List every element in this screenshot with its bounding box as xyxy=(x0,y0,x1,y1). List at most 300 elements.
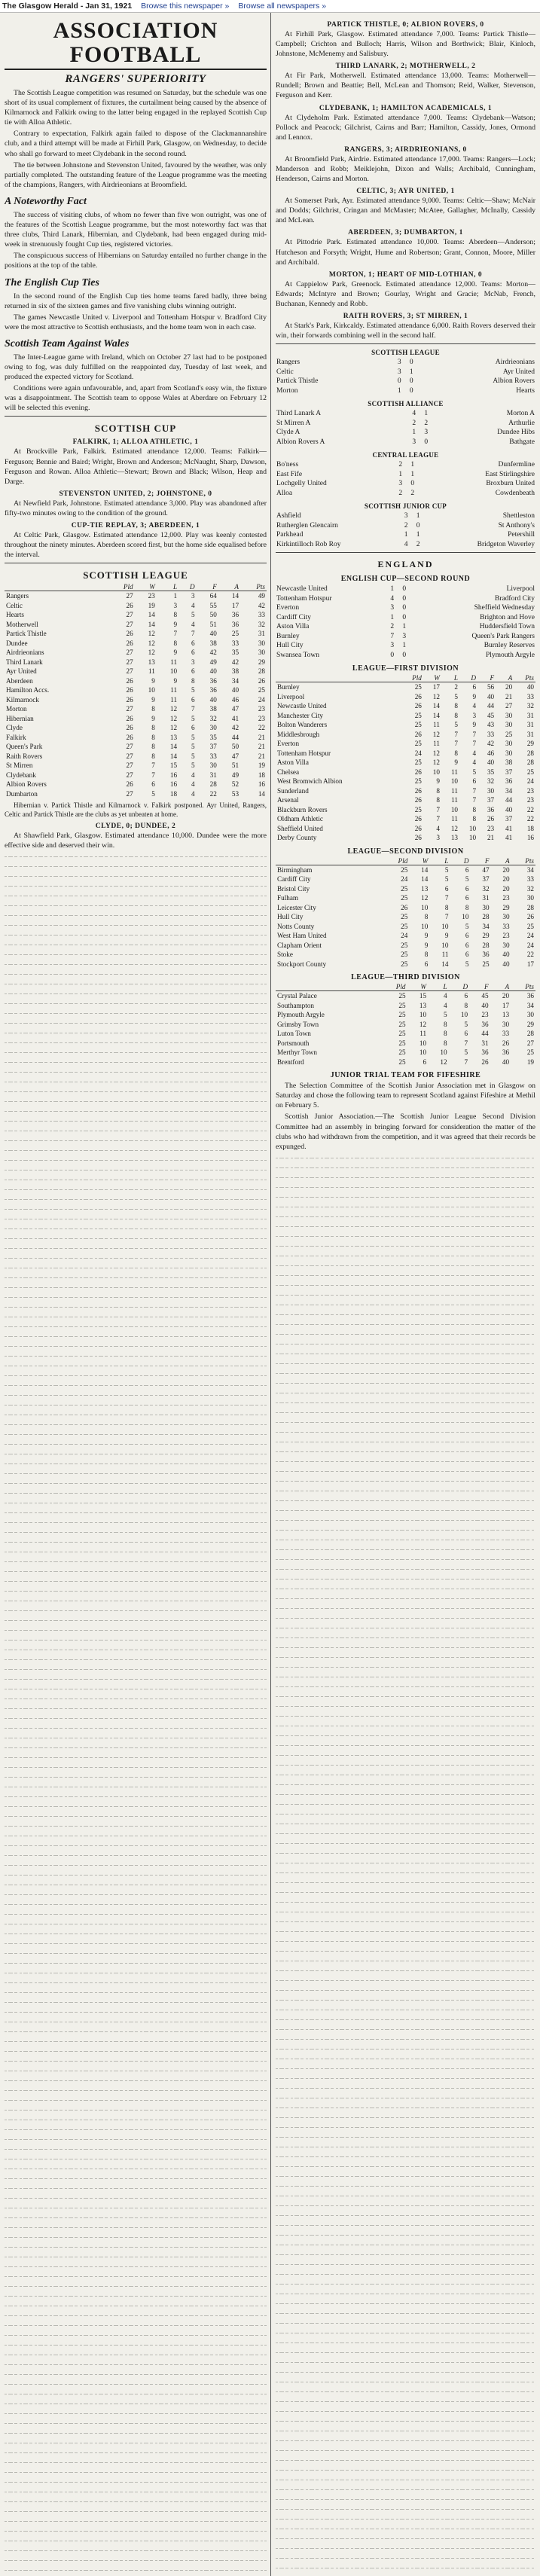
team-name: Brentford xyxy=(277,1058,304,1066)
newsprint-lines xyxy=(276,1829,535,1839)
stat-cell: 24 xyxy=(401,875,408,884)
newsprint-lines xyxy=(276,1574,535,1584)
paragraph: The games Newcastle United v. Liverpool and Tottenham Hotspur v. Bradford City were the most attractive to Scottish enthusiasts, and the home team won in each case. xyxy=(5,313,267,331)
newsprint-lines xyxy=(276,2025,535,2034)
stat-cell: 33 xyxy=(231,639,239,647)
home-team: Swansea Town xyxy=(276,651,319,659)
cup-matches xyxy=(5,438,267,560)
away-team: Airdrieonians xyxy=(495,359,535,367)
table-row xyxy=(276,805,535,815)
team-name: Plymouth Argyle xyxy=(277,1011,325,1019)
stat-cell: 46 xyxy=(231,695,239,704)
stat-cell: 40 xyxy=(209,630,217,638)
team-name: Chelsea xyxy=(277,768,300,776)
newsprint-lines xyxy=(276,2338,535,2348)
stat-cell: 26 xyxy=(487,815,495,823)
away-team: Arthurlie xyxy=(508,419,535,427)
team-name: Burnley xyxy=(277,683,300,691)
newsprint-lines xyxy=(276,1907,535,1917)
newsprint-lines xyxy=(276,2318,535,2328)
home-score: 3 xyxy=(397,359,401,367)
match-report: At Somerset Park, Ayr. Estimated attendance 9,000. Teams: Celtic—Shaw; McNair and Dodds; Gilchrist, Cringan and McMaster; McAtee, Gallagher, McInally, Cassidy and McLean. xyxy=(276,197,535,225)
newsprint-lines xyxy=(5,1625,267,1635)
away-team: Bathgate xyxy=(509,438,535,446)
stat-cell: 6 xyxy=(191,667,195,676)
stat-cell: 10 xyxy=(169,667,178,676)
away-score: 3 xyxy=(402,632,407,640)
newsprint-lines xyxy=(276,1241,535,1251)
newsprint-lines xyxy=(5,1058,267,1067)
newsprint-lines xyxy=(5,2213,267,2223)
stat-cell: 47 xyxy=(231,705,239,713)
stat-cell: 6 xyxy=(472,683,477,691)
away-score: 1 xyxy=(409,368,413,376)
stat-cell: 30 xyxy=(526,894,534,902)
table-row xyxy=(5,658,267,667)
newsprint-lines xyxy=(5,2497,267,2507)
third-division-heading: LEAGUE—THIRD DIVISION xyxy=(351,973,460,982)
home-score: 2 xyxy=(404,521,408,530)
stat-cell: 31 xyxy=(258,630,265,638)
right-column xyxy=(276,17,535,2572)
newsprint-lines xyxy=(276,2563,535,2572)
home-team: Cardiff City xyxy=(276,613,312,621)
stat-cell: 6 xyxy=(472,777,477,786)
newsprint-lines xyxy=(5,2507,267,2516)
stat-cell: 33 xyxy=(502,1030,510,1038)
team-name: Bolton Wanderers xyxy=(277,721,328,729)
stat-cell: 10 xyxy=(462,913,469,921)
stat-cell: 10 xyxy=(421,922,429,930)
stat-cell: 42 xyxy=(231,658,239,666)
stat-cell: 10 xyxy=(450,777,458,786)
section-heading: RANGERS' SUPERIORITY xyxy=(65,73,206,85)
newsprint-lines xyxy=(276,2455,535,2465)
table-row xyxy=(276,786,535,796)
stat-cell: 25 xyxy=(231,630,239,638)
stat-cell: 26 xyxy=(414,768,422,776)
stat-cell: 8 xyxy=(436,796,440,804)
stat-cell: 25 xyxy=(482,960,490,968)
stat-cell: 10 xyxy=(421,903,429,911)
newsprint-lines xyxy=(276,2553,535,2563)
newsprint-lines xyxy=(276,1349,535,1359)
newsprint-lines xyxy=(5,1978,267,1988)
scottish-cup-heading: SCOTTISH CUP xyxy=(94,423,177,435)
team-name: Blackburn Rovers xyxy=(277,805,328,813)
newsprint-lines xyxy=(5,2321,267,2330)
away-team: East Stirlingshire xyxy=(485,470,535,478)
stat-cell: 12 xyxy=(432,749,440,757)
newsprint-lines xyxy=(5,1028,267,1038)
newsprint-lines xyxy=(5,2536,267,2546)
stat-cell: 8 xyxy=(454,749,458,757)
paragraph: Conditions were again unfavourable, and, apart from Scotland's easy win, the fixture was a disappointment. The Scottish team to oppose Wales at Aberdare on February 12 will be selected this evening. xyxy=(5,384,267,413)
stat-cell: 44 xyxy=(505,796,513,804)
newsprint-lines xyxy=(5,1126,267,1136)
home-score: 2 xyxy=(390,623,395,631)
stat-cell: 34 xyxy=(505,786,513,795)
paragraph: The Scottish League competition was resumed on Saturday, but the schedule was one short of its usual complement of fixtures, the curtailment being caused by the absence of Kilmarnock and Falkirk owing to the latter being engaged in the replayed Scottish Cup tie with Alloa Athletic. xyxy=(5,89,267,127)
home-score: 1 xyxy=(390,613,395,621)
stat-cell: 53 xyxy=(231,789,239,798)
stat-cell: 1 xyxy=(173,592,178,600)
newsprint-lines xyxy=(5,2360,267,2370)
stat-cell: 40 xyxy=(502,951,510,959)
column-rule xyxy=(270,13,271,2576)
newsprint-lines xyxy=(5,2458,267,2468)
away-score: 0 xyxy=(402,613,407,621)
section-heading: Scottish Team Against Wales xyxy=(5,337,130,349)
newsprint-lines xyxy=(5,862,267,871)
column-header: L xyxy=(157,583,178,591)
newsprint-lines xyxy=(5,1743,267,1753)
stat-cell: 10 xyxy=(460,1011,468,1019)
stat-cell: 25 xyxy=(414,711,422,719)
newsprint-lines xyxy=(276,2289,535,2299)
newsprint-lines xyxy=(5,1851,267,1860)
team-name: West Ham United xyxy=(277,932,327,940)
stat-cell: 8 xyxy=(465,903,469,911)
stat-cell: 8 xyxy=(424,913,429,921)
away-score: 0 xyxy=(409,377,413,386)
stat-cell: 40 xyxy=(502,960,510,968)
team-name: Portsmouth xyxy=(277,1039,310,1047)
column-header: Pld xyxy=(400,674,423,682)
english-cup-results xyxy=(276,584,535,660)
newsprint-lines xyxy=(5,2046,267,2056)
newsprint-lines xyxy=(276,1946,535,1956)
column-header: Pts xyxy=(511,983,535,991)
home-score: 2 xyxy=(412,419,416,427)
home-team: Albion Rovers A xyxy=(276,438,325,446)
section-heading: The English Cup Ties xyxy=(5,276,99,288)
newsprint-lines xyxy=(276,1369,535,1378)
newsprint-lines xyxy=(5,1988,267,1998)
away-team: Bridgeton Waverley xyxy=(477,540,535,548)
newsprint-lines xyxy=(5,2007,267,2017)
newsprint-lines xyxy=(5,2370,267,2379)
stat-cell: 8 xyxy=(436,786,440,795)
bottom-match-title: CLYDE, 0; DUNDEE, 2 xyxy=(95,823,176,831)
stat-cell: 25 xyxy=(526,1048,534,1057)
stat-cell: 16 xyxy=(526,834,534,842)
newsprint-lines xyxy=(276,2064,535,2074)
newsprint-lines xyxy=(5,1733,267,1743)
stat-cell: 32 xyxy=(258,620,265,628)
newsprint-lines xyxy=(276,2044,535,2054)
stat-cell: 14 xyxy=(432,711,440,719)
newsprint-lines xyxy=(5,1488,267,1498)
newsprint-lines xyxy=(5,2125,267,2135)
table-row xyxy=(5,742,267,752)
stat-cell: 27 xyxy=(126,762,133,770)
stat-cell: 40 xyxy=(487,692,495,700)
stat-cell: 25 xyxy=(398,1001,406,1009)
away-score: 0 xyxy=(410,480,415,488)
newsprint-lines xyxy=(5,1116,267,1126)
column-header: Pld xyxy=(381,983,407,991)
home-score: 2 xyxy=(398,461,403,469)
stat-cell: 5 xyxy=(464,1020,468,1028)
result-row xyxy=(276,409,535,419)
newsprint-lines xyxy=(276,1378,535,1388)
column-header: D xyxy=(450,857,470,865)
match-report: At Firhill Park, Glasgow. Estimated attendance 7,000. Teams: Partick Thistle—Campbell; Crichton and Bulloch; Harris, Wilson and Borthwick; Blair, Kinloch, Johnstone, McMenemy and Salisbury. xyxy=(276,30,535,59)
stat-cell: 3 xyxy=(173,601,178,609)
away-team: Bradford City xyxy=(494,594,535,603)
team-name: Aberdeen xyxy=(6,676,33,685)
newsprint-lines xyxy=(5,2448,267,2458)
away-score: 1 xyxy=(424,410,429,418)
newsprint-lines xyxy=(276,1202,535,1212)
newsprint-lines xyxy=(5,2565,267,2572)
table-row xyxy=(5,591,267,601)
result-row xyxy=(276,419,535,429)
newsprint-lines xyxy=(5,2487,267,2497)
stat-cell: 41 xyxy=(505,824,513,832)
stat-cell: 40 xyxy=(209,695,217,704)
section-rule xyxy=(276,343,535,344)
stat-cell: 14 xyxy=(432,702,440,710)
newsprint-lines xyxy=(5,1665,267,1674)
away-score: 3 xyxy=(424,429,429,437)
newsprint-lines xyxy=(5,1449,267,1459)
stat-cell: 6 xyxy=(465,951,469,959)
result-row xyxy=(276,460,535,470)
stat-cell: 7 xyxy=(151,771,155,779)
stat-cell: 36 xyxy=(482,951,490,959)
newsprint-lines xyxy=(276,1731,535,1741)
stat-cell: 5 xyxy=(465,922,469,930)
stat-cell: 34 xyxy=(526,1001,534,1009)
home-team: Alloa xyxy=(276,489,293,497)
newsprint-lines xyxy=(276,2260,535,2269)
newsprint-lines xyxy=(5,1067,267,1077)
paragraph: Scottish Junior Association.—The Scottish Junior League Second Division Committee had an assembly in bringing forward for consideration the matter of the clubs who had withdrawn from the competition, and it was agreed that their records be expunged. xyxy=(276,1113,535,1151)
stat-cell: 38 xyxy=(231,667,239,676)
home-score: 1 xyxy=(397,386,401,395)
stat-cell: 32 xyxy=(482,884,490,893)
newsprint-lines xyxy=(276,1848,535,1858)
match-title: PARTICK THISTLE, 0; ALBION ROVERS, 0 xyxy=(327,21,484,29)
table-row xyxy=(276,960,535,969)
stat-cell: 9 xyxy=(151,695,155,704)
stat-cell: 41 xyxy=(505,834,513,842)
table-row xyxy=(276,749,535,758)
stat-cell: 8 xyxy=(151,733,155,741)
newsprint-lines xyxy=(5,1400,267,1410)
stat-cell: 7 xyxy=(454,740,458,748)
browse-all-newspapers-link[interactable]: Browse all newspapers » xyxy=(238,2,327,11)
newsprint-lines xyxy=(276,1555,535,1564)
newsprint-lines xyxy=(5,1802,267,1811)
newsprint-lines xyxy=(276,1535,535,1545)
stat-cell: 27 xyxy=(126,752,133,760)
first-division-table xyxy=(276,674,535,843)
stat-cell: 20 xyxy=(502,875,510,884)
newsprint-lines xyxy=(276,2230,535,2240)
scottish-league-table xyxy=(5,583,267,798)
browse-this-newspaper-link[interactable]: Browse this newspaper » xyxy=(141,2,230,11)
newsprint-lines xyxy=(5,1723,267,1733)
newsprint-lines xyxy=(276,1995,535,2005)
stat-cell: 14 xyxy=(258,789,265,798)
paragraph: The Selection Committee of the Scottish Junior Association met in Glasgow on Saturday and chose the following team to represent Scotland against Fifeshire at Methil on February 5. xyxy=(276,1082,535,1110)
stat-cell: 5 xyxy=(472,768,477,776)
stat-cell: 25 xyxy=(398,1039,406,1047)
home-team: Bo'ness xyxy=(276,461,299,469)
newsprint-lines xyxy=(276,1329,535,1339)
column-header xyxy=(276,857,383,865)
home-score: 1 xyxy=(412,429,416,437)
match-title: RAITH ROVERS, 3; ST MIRREN, 1 xyxy=(343,312,468,320)
newsprint-lines xyxy=(5,2428,267,2438)
newsprint-lines xyxy=(276,2269,535,2279)
stat-cell: 12 xyxy=(169,705,178,713)
stat-cell: 43 xyxy=(487,721,495,729)
match-report: At Fir Park, Motherwell. Estimated attendance 13,000. Teams: Motherwell—Rundell; Brown and Beattie; Bell, McLean and Thomson; Reid, Walker, Stevenson, Ferguson and Kerr. xyxy=(276,72,535,100)
newsprint-lines xyxy=(276,1280,535,1290)
newsprint-lines xyxy=(276,2250,535,2260)
match-report: At Brockville Park, Falkirk. Estimated attendance 12,000. Teams: Falkirk—Ferguson; Bennie and Baird; Wright, Brown and Anderson; McNaught, Sharp, Dawson, Ferguson and Rowan. Alloa Athletic—Stewart; Brown and Black; Wilson, Heap and Darge. xyxy=(5,447,267,486)
stat-cell: 6 xyxy=(423,1058,427,1066)
team-name: Hull City xyxy=(277,913,304,921)
newsprint-lines xyxy=(5,881,267,891)
stat-cell: 4 xyxy=(472,758,477,767)
table-row xyxy=(5,733,267,743)
newsprint-lines xyxy=(276,1633,535,1643)
stat-cell: 7 xyxy=(436,805,440,813)
stat-cell: 24 xyxy=(526,932,534,940)
newsprint-lines xyxy=(5,940,267,950)
table-row xyxy=(5,780,267,789)
team-name: Derby County xyxy=(277,834,317,842)
stat-cell: 11 xyxy=(170,658,178,666)
newsprint-lines xyxy=(5,1195,267,1204)
newsprint-lines xyxy=(5,2164,267,2174)
table-row xyxy=(276,795,535,805)
stat-cell: 44 xyxy=(231,733,239,741)
stat-cell: 11 xyxy=(170,686,178,694)
junior-trial-heading: JUNIOR TRIAL TEAM FOR FIFESHIRE xyxy=(330,1071,481,1080)
newspaper-page xyxy=(0,13,540,2576)
table-row xyxy=(276,692,535,702)
stat-cell: 29 xyxy=(482,932,490,940)
newsprint-lines xyxy=(5,1106,267,1116)
team-name: Celtic xyxy=(6,601,23,609)
newsprint-lines xyxy=(5,1293,267,1302)
newsprint-lines xyxy=(5,1273,267,1283)
match-title: ABERDEEN, 3; DUMBARTON, 1 xyxy=(348,229,463,237)
stat-cell: 11 xyxy=(451,786,458,795)
home-team: Celtic xyxy=(276,368,294,376)
team-name: Clydebank xyxy=(6,771,36,779)
result-row xyxy=(276,622,535,632)
stat-cell: 7 xyxy=(472,730,477,738)
stat-cell: 26 xyxy=(414,786,422,795)
stat-cell: 13 xyxy=(169,733,178,741)
newsprint-lines xyxy=(5,2017,267,2027)
stat-cell: 28 xyxy=(526,749,534,757)
newsprint-lines xyxy=(276,1799,535,1809)
newsprint-lines xyxy=(5,2301,267,2311)
stat-cell: 25 xyxy=(414,683,422,691)
newsprint-lines xyxy=(5,1841,267,1851)
newsprint-lines xyxy=(276,1418,535,1427)
paragraph: The tie between Johnstone and Stevenston United, favoured by the weather, was only partially completed. The outstanding feature of the League programme was the meeting of the champions, Rangers, with Airdrieonians at Broomfield. xyxy=(5,160,267,189)
stat-cell: 8 xyxy=(454,711,458,719)
column-header: W xyxy=(409,857,429,865)
stat-cell: 13 xyxy=(450,834,458,842)
home-score: 1 xyxy=(404,531,408,539)
newsprint-lines xyxy=(5,2477,267,2487)
table-row xyxy=(276,701,535,711)
stat-cell: 18 xyxy=(526,824,534,832)
result-row xyxy=(276,641,535,651)
stat-cell: 23 xyxy=(258,705,265,713)
stat-cell: 14 xyxy=(169,752,178,760)
stat-cell: 36 xyxy=(487,805,495,813)
newsprint-lines xyxy=(276,2358,535,2367)
match-report: At Stark's Park, Kirkcaldy. Estimated attendance 6,000. Raith Rovers deserved their win, their forwards combining well in the second half. xyxy=(276,321,535,340)
table-row xyxy=(276,682,535,692)
stat-cell: 12 xyxy=(450,824,458,832)
away-score: 1 xyxy=(416,531,420,539)
results-heading: SCOTTISH LEAGUE xyxy=(371,349,440,357)
team-name: Sunderland xyxy=(277,786,309,795)
stat-cell: 35 xyxy=(209,733,217,741)
table-row xyxy=(5,601,267,611)
stat-cell: 9 xyxy=(424,941,429,949)
stat-cell: 26 xyxy=(258,676,265,685)
stat-cell: 6 xyxy=(464,992,468,1000)
result-row xyxy=(276,479,535,489)
stat-cell: 7 xyxy=(464,1039,468,1047)
stat-cell: 44 xyxy=(487,702,495,710)
team-name: Notts County xyxy=(277,922,315,930)
home-score: 4 xyxy=(390,594,395,603)
stat-cell: 25 xyxy=(505,730,513,738)
stat-cell: 46 xyxy=(487,749,495,757)
stat-cell: 34 xyxy=(482,922,490,930)
stat-cell: 4 xyxy=(472,749,477,757)
stat-cell: 28 xyxy=(526,1030,534,1038)
stat-cell: 10 xyxy=(419,1048,427,1057)
newsprint-lines xyxy=(276,2534,535,2544)
team-name: Aston Villa xyxy=(277,758,309,767)
newsprint-lines xyxy=(5,2184,267,2193)
newsprint-lines xyxy=(5,1214,267,1224)
away-team: Dundee Hibs xyxy=(497,429,535,437)
stat-cell: 4 xyxy=(191,620,195,628)
stat-cell: 5 xyxy=(444,865,449,874)
newsprint-lines xyxy=(5,2223,267,2233)
stat-cell: 30 xyxy=(526,1011,534,1019)
column-header xyxy=(276,674,400,682)
stat-cell: 20 xyxy=(502,884,510,893)
team-name: Grimsby Town xyxy=(277,1020,319,1028)
stat-cell: 49 xyxy=(258,592,265,600)
newsprint-lines xyxy=(5,1498,267,1508)
newsprint-lines xyxy=(276,2181,535,2191)
stat-cell: 8 xyxy=(443,1020,447,1028)
newsprint-lines xyxy=(276,2436,535,2446)
stat-cell: 8 xyxy=(444,903,449,911)
home-team: Lochgelly United xyxy=(276,480,327,488)
column-header: D xyxy=(449,983,470,991)
team-name: Motherwell xyxy=(6,620,38,628)
